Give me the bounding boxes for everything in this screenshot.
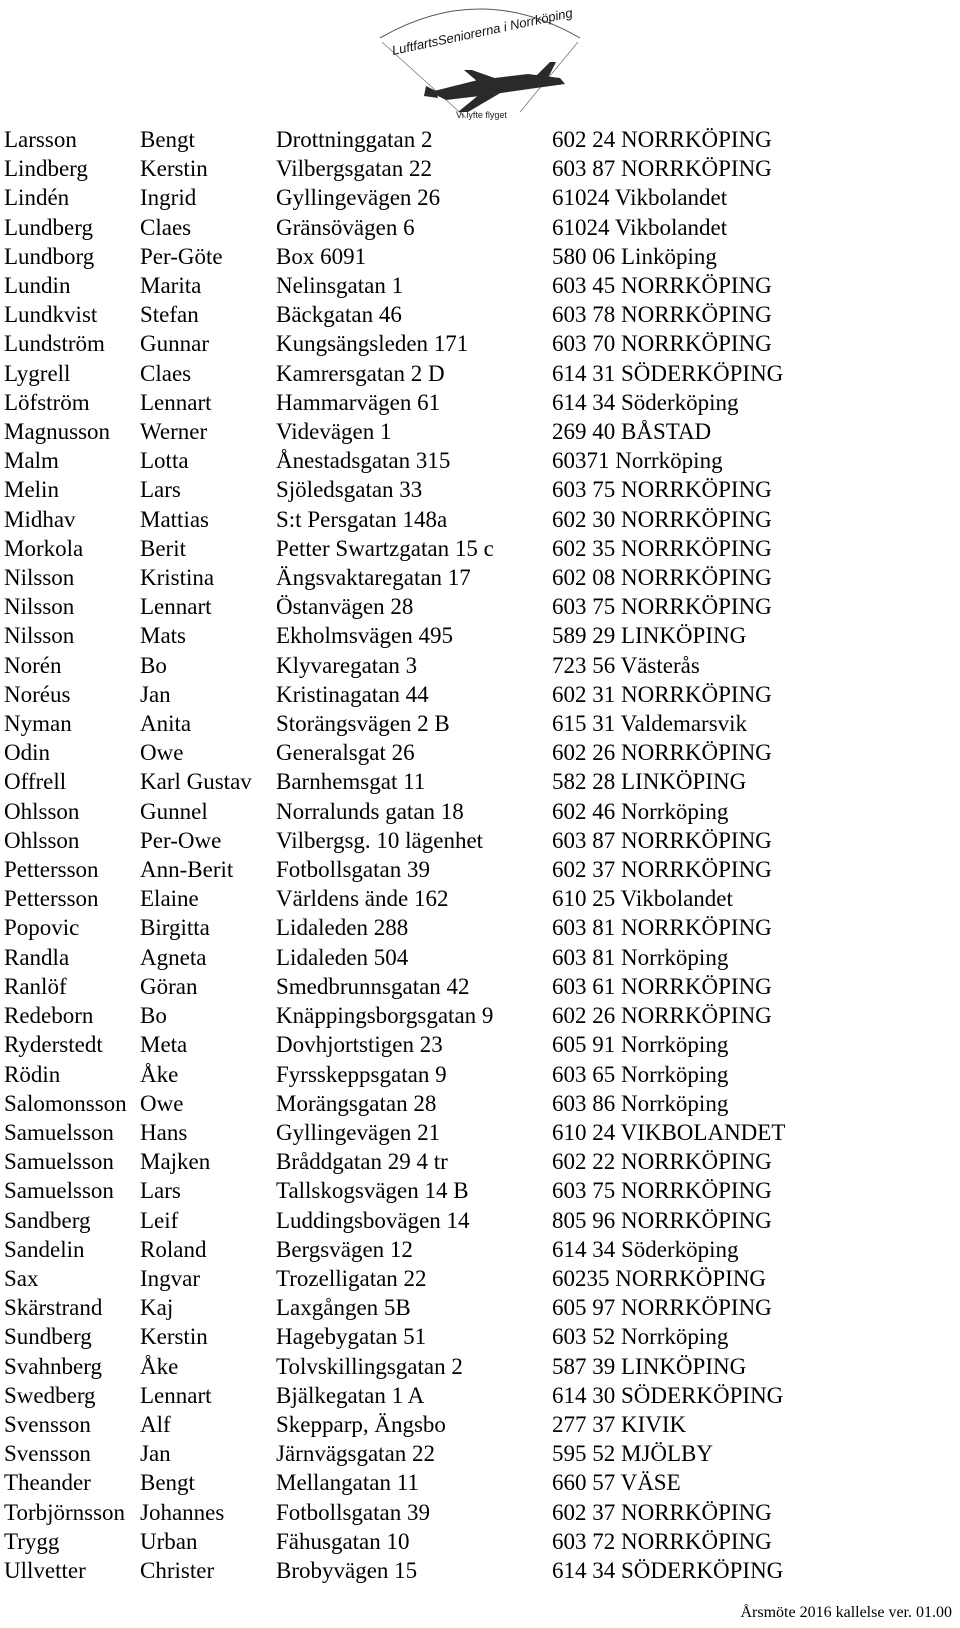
address-cell: Fähusgatan 10 [276, 1528, 410, 1554]
table-row [4, 1322, 952, 1351]
first-name-cell: Owe [140, 1090, 184, 1116]
table-row [4, 1527, 952, 1556]
first-name-cell: Åke [140, 1353, 179, 1379]
first-name-cell: Kristina [140, 565, 215, 591]
postal-city-cell: 614 34 Söderköping [552, 1236, 739, 1262]
first-name-cell: Claes [140, 214, 192, 240]
address-cell: Gyllingevägen 26 [276, 185, 441, 211]
last-name-cell: Noréus [4, 681, 71, 707]
last-name-cell: Lundin [4, 273, 71, 299]
last-name-cell: Lundborg [4, 243, 95, 269]
last-name-cell: Morkola [4, 535, 84, 561]
table-row [4, 1147, 952, 1176]
first-name-cell: Lennart [140, 1382, 212, 1408]
first-name-cell: Lars [140, 477, 181, 503]
last-name-cell: Sax [4, 1265, 39, 1291]
first-name-cell: Karl Gustav [140, 769, 252, 795]
address-cell: Ånestadsgatan 315 [276, 448, 451, 474]
table-row [4, 797, 952, 826]
first-name-cell: Lennart [140, 389, 212, 415]
footer-version: Årsmöte 2016 kallelse ver. 01.00 [740, 1604, 952, 1621]
address-cell: Mellangatan 11 [276, 1470, 419, 1496]
table-row [4, 1410, 952, 1439]
postal-city-cell: 602 37 NORRKÖPING [552, 857, 772, 883]
first-name-cell: Lennart [140, 594, 212, 620]
table-row [4, 242, 952, 271]
last-name-cell: Lundkvist [4, 302, 98, 328]
address-cell: Vilbergsg. 10 lägenhet [276, 827, 484, 853]
address-cell: Sjöledsgatan 33 [276, 477, 423, 503]
postal-city-cell: 277 37 KIVIK [552, 1411, 687, 1437]
postal-city-cell: 602 26 NORRKÖPING [552, 740, 772, 766]
table-row [4, 1439, 952, 1468]
first-name-cell: Berit [140, 535, 186, 561]
table-row [4, 855, 952, 884]
address-cell: Barnhemsgat 11 [276, 769, 426, 795]
address-cell: Drottninggatan 2 [276, 127, 433, 152]
table-row [4, 1468, 952, 1497]
last-name-cell: Magnusson [4, 419, 111, 445]
table-row [4, 505, 952, 534]
table-row [4, 1030, 952, 1059]
first-name-cell: Bo [140, 652, 167, 678]
address-cell: Skepparp, Ängsbo [276, 1411, 446, 1437]
postal-city-cell: 603 87 NORRKÖPING [552, 156, 772, 182]
table-row [4, 592, 952, 621]
first-name-cell: Marita [140, 273, 202, 299]
table-row [4, 738, 952, 767]
last-name-cell: Skärstrand [4, 1295, 103, 1321]
last-name-cell: Ryderstedt [4, 1032, 103, 1058]
last-name-cell: Ullvetter [4, 1557, 86, 1583]
table-row [4, 329, 952, 358]
first-name-cell: Gunnar [140, 331, 209, 357]
address-cell: Luddingsbovägen 14 [276, 1207, 470, 1233]
postal-city-cell: 582 28 LINKÖPING [552, 769, 747, 795]
first-name-cell: Kaj [140, 1295, 174, 1321]
address-cell: Bjälkegatan 1 A [276, 1382, 425, 1408]
table-row [4, 680, 952, 709]
address-cell: Östanvägen 28 [276, 594, 414, 620]
first-name-cell: Gunnel [140, 798, 208, 824]
member-table [4, 125, 952, 1585]
address-cell: Gränsövägen 6 [276, 214, 415, 240]
first-name-cell: Jan [140, 1441, 171, 1467]
first-name-cell: Werner [140, 419, 208, 445]
address-cell: Gyllingevägen 21 [276, 1119, 441, 1145]
table-row [4, 1498, 952, 1527]
first-name-cell: Ingvar [140, 1265, 201, 1291]
address-cell: S:t Persgatan 148a [276, 506, 448, 532]
postal-city-cell: 614 30 SÖDERKÖPING [552, 1382, 784, 1408]
address-cell: Norralunds gatan 18 [276, 798, 464, 824]
first-name-cell: Jan [140, 681, 171, 707]
last-name-cell: Samuelsson [4, 1119, 114, 1145]
address-cell: Hagebygatan 51 [276, 1324, 427, 1350]
address-cell: Fotbollsgatan 39 [276, 857, 430, 883]
first-name-cell: Åke [140, 1061, 179, 1087]
address-cell: Järnvägsgatan 22 [276, 1441, 436, 1467]
postal-city-cell: 602 35 NORRKÖPING [552, 535, 772, 561]
address-cell: Smedbrunnsgatan 42 [276, 973, 470, 999]
last-name-cell: Ohlsson [4, 827, 80, 853]
table-row [4, 709, 952, 738]
address-cell: Nelinsgatan 1 [276, 273, 404, 299]
address-cell: Klyvaregatan 3 [276, 652, 418, 678]
table-row [4, 1556, 952, 1585]
postal-city-cell: 614 34 SÖDERKÖPING [552, 1557, 784, 1583]
last-name-cell: Randla [4, 944, 70, 970]
table-row [4, 913, 952, 942]
last-name-cell: Lygrell [4, 360, 71, 386]
table-row [4, 943, 952, 972]
last-name-cell: Offrell [4, 769, 67, 795]
first-name-cell: Göran [140, 973, 198, 999]
last-name-cell: Löfström [4, 389, 90, 415]
postal-city-cell: 603 72 NORRKÖPING [552, 1528, 772, 1554]
first-name-cell: Hans [140, 1119, 188, 1145]
postal-city-cell: 603 81 NORRKÖPING [552, 915, 772, 941]
table-row [4, 359, 952, 388]
address-cell: Dovhjortstigen 23 [276, 1032, 443, 1058]
postal-city-cell: 602 26 NORRKÖPING [552, 1003, 772, 1029]
first-name-cell: Kerstin [140, 156, 208, 182]
postal-city-cell: 60235 NORRKÖPING [552, 1265, 767, 1291]
postal-city-cell: 580 06 Linköping [552, 243, 717, 269]
address-cell: Storängsvägen 2 B [276, 711, 450, 737]
address-cell: Laxgången 5B [276, 1295, 411, 1321]
last-name-cell: Pettersson [4, 857, 99, 883]
address-cell: Lidaleden 288 [276, 915, 409, 941]
address-cell: Världens ände 162 [276, 886, 449, 912]
postal-city-cell: 603 78 NORRKÖPING [552, 302, 772, 328]
last-name-cell: Pettersson [4, 886, 99, 912]
last-name-cell: Torbjörnsson [4, 1499, 126, 1525]
postal-city-cell: 610 24 VIKBOLANDET [552, 1119, 786, 1145]
first-name-cell: Stefan [140, 302, 199, 328]
last-name-cell: Sandelin [4, 1236, 85, 1262]
first-name-cell: Birgitta [140, 915, 210, 941]
last-name-cell: Lundberg [4, 214, 94, 240]
postal-city-cell: 603 81 Norrköping [552, 944, 729, 970]
postal-city-cell: 723 56 Västerås [552, 652, 700, 678]
table-row [4, 1293, 952, 1322]
first-name-cell: Claes [140, 360, 192, 386]
first-name-cell: Mats [140, 623, 186, 649]
table-row [4, 534, 952, 563]
postal-city-cell: 614 34 Söderköping [552, 389, 739, 415]
last-name-cell: Svensson [4, 1441, 91, 1467]
last-name-cell: Norén [4, 652, 62, 678]
last-name-cell: Theander [4, 1470, 91, 1496]
postal-city-cell: 269 40 BÅSTAD [552, 419, 712, 445]
postal-city-cell: 602 22 NORRKÖPING [552, 1149, 772, 1175]
last-name-cell: Lundström [4, 331, 105, 357]
table-row [4, 183, 952, 212]
postal-city-cell: 615 31 Valdemarsvik [552, 711, 748, 737]
last-name-cell: Nyman [4, 711, 72, 737]
table-row [4, 475, 952, 504]
address-cell: Kungsängsleden 171 [276, 331, 469, 357]
address-cell: Hammarvägen 61 [276, 389, 441, 415]
logo-title: LuftfartsSeniorerna i Norrköping [390, 5, 574, 58]
last-name-cell: Svensson [4, 1411, 91, 1437]
postal-city-cell: 610 25 Vikbolandet [552, 886, 733, 912]
first-name-cell: Johannes [140, 1499, 225, 1525]
postal-city-cell: 603 75 NORRKÖPING [552, 1178, 772, 1204]
table-row [4, 1381, 952, 1410]
last-name-cell: Popovic [4, 915, 80, 941]
first-name-cell: Mattias [140, 506, 209, 532]
address-cell: Knäppingsborgsgatan 9 [276, 1003, 494, 1029]
last-name-cell: Nilsson [4, 623, 75, 649]
table-row [4, 1176, 952, 1205]
last-name-cell: Odin [4, 740, 50, 766]
last-name-cell: Sundberg [4, 1324, 92, 1350]
table-row [4, 300, 952, 329]
postal-city-cell: 603 87 NORRKÖPING [552, 827, 772, 853]
last-name-cell: Samuelsson [4, 1178, 114, 1204]
last-name-cell: Malm [4, 448, 59, 474]
first-name-cell: Bengt [140, 127, 195, 152]
postal-city-cell: 602 24 NORRKÖPING [552, 127, 772, 152]
address-cell: Brobyvägen 15 [276, 1557, 418, 1583]
first-name-cell: Bengt [140, 1470, 195, 1496]
first-name-cell: Christer [140, 1557, 215, 1583]
address-cell: Trozelligatan 22 [276, 1265, 427, 1291]
address-cell: Fyrsskeppsgatan 9 [276, 1061, 447, 1087]
postal-city-cell: 602 31 NORRKÖPING [552, 681, 772, 707]
last-name-cell: Lindberg [4, 156, 88, 182]
postal-city-cell: 595 52 MJÖLBY [552, 1441, 714, 1467]
address-cell: Lidaleden 504 [276, 944, 409, 970]
address-cell: Kamrersgatan 2 D [276, 360, 445, 386]
table-row [4, 826, 952, 855]
first-name-cell: Anita [140, 711, 192, 737]
last-name-cell: Larsson [4, 127, 77, 152]
last-name-cell: Midhav [4, 506, 76, 532]
last-name-cell: Svahnberg [4, 1353, 102, 1379]
first-name-cell: Kerstin [140, 1324, 208, 1350]
first-name-cell: Elaine [140, 886, 199, 912]
first-name-cell: Ann-Berit [140, 857, 234, 883]
address-cell: Videvägen 1 [276, 419, 392, 445]
postal-city-cell: 589 29 LINKÖPING [552, 623, 747, 649]
postal-city-cell: 805 96 NORRKÖPING [552, 1207, 772, 1233]
first-name-cell: Lotta [140, 448, 189, 474]
first-name-cell: Leif [140, 1207, 179, 1233]
address-cell: Bäckgatan 46 [276, 302, 402, 328]
first-name-cell: Per-Owe [140, 827, 222, 853]
address-cell: Fotbollsgatan 39 [276, 1499, 430, 1525]
postal-city-cell: 605 91 Norrköping [552, 1032, 729, 1058]
last-name-cell: Rödin [4, 1061, 61, 1087]
postal-city-cell: 602 08 NORRKÖPING [552, 565, 772, 591]
last-name-cell: Nilsson [4, 594, 75, 620]
first-name-cell: Per-Göte [140, 243, 223, 269]
table-row [4, 972, 952, 1001]
first-name-cell: Urban [140, 1528, 198, 1554]
first-name-cell: Roland [140, 1236, 207, 1262]
table-row [4, 1206, 952, 1235]
table-row [4, 1001, 952, 1030]
postal-city-cell: 60371 Norrköping [552, 448, 723, 474]
postal-city-cell: 602 37 NORRKÖPING [552, 1499, 772, 1525]
address-cell: Ekholmsvägen 495 [276, 623, 453, 649]
last-name-cell: Ohlsson [4, 798, 80, 824]
table-row [4, 884, 952, 913]
last-name-cell: Sandberg [4, 1207, 91, 1233]
address-cell: Vilbergsgatan 22 [276, 156, 432, 182]
address-cell: Tallskogsvägen 14 B [276, 1178, 469, 1204]
postal-city-cell: 602 30 NORRKÖPING [552, 506, 772, 532]
postal-city-cell: 603 65 Norrköping [552, 1061, 729, 1087]
last-name-cell: Redeborn [4, 1003, 94, 1029]
first-name-cell: Lars [140, 1178, 181, 1204]
first-name-cell: Meta [140, 1032, 188, 1058]
postal-city-cell: 603 45 NORRKÖPING [552, 273, 772, 299]
table-row [4, 154, 952, 183]
postal-city-cell: 603 70 NORRKÖPING [552, 331, 772, 357]
last-name-cell: Nilsson [4, 565, 75, 591]
last-name-cell: Samuelsson [4, 1149, 114, 1175]
postal-city-cell: 602 46 Norrköping [552, 798, 729, 824]
first-name-cell: Owe [140, 740, 184, 766]
last-name-cell: Swedberg [4, 1382, 96, 1408]
logo-tagline: Vi lyfte flyget [456, 110, 507, 120]
table-row [4, 767, 952, 796]
logo [360, 0, 600, 125]
postal-city-cell: 61024 Vikbolandet [552, 214, 728, 240]
table-row [4, 1264, 952, 1293]
table-row [4, 213, 952, 242]
first-name-cell: Alf [140, 1411, 171, 1437]
postal-city-cell: 614 31 SÖDERKÖPING [552, 360, 784, 386]
first-name-cell: Majken [140, 1149, 211, 1175]
postal-city-cell: 603 61 NORRKÖPING [552, 973, 772, 999]
first-name-cell: Bo [140, 1003, 167, 1029]
postal-city-cell: 660 57 VÄSE [552, 1470, 681, 1496]
address-cell: Tolvskillingsgatan 2 [276, 1353, 463, 1379]
table-row [4, 563, 952, 592]
table-row [4, 125, 952, 154]
postal-city-cell: 603 52 Norrköping [552, 1324, 729, 1350]
table-row [4, 446, 952, 475]
address-cell: Morängsgatan 28 [276, 1090, 437, 1116]
table-row [4, 1118, 952, 1147]
address-cell: Bergsvägen 12 [276, 1236, 413, 1262]
postal-city-cell: 605 97 NORRKÖPING [552, 1295, 772, 1321]
last-name-cell: Melin [4, 477, 59, 503]
first-name-cell: Agneta [140, 944, 207, 970]
address-cell: Generalsgat 26 [276, 740, 415, 766]
first-name-cell: Ingrid [140, 185, 197, 211]
postal-city-cell: 603 75 NORRKÖPING [552, 594, 772, 620]
table-row [4, 1089, 952, 1118]
table-row [4, 1060, 952, 1089]
postal-city-cell: 587 39 LINKÖPING [552, 1353, 747, 1379]
last-name-cell: Ranlöf [4, 973, 67, 999]
postal-city-cell: 603 75 NORRKÖPING [552, 477, 772, 503]
address-cell: Ängsvaktaregatan 17 [276, 565, 471, 591]
address-cell: Bråddgatan 29 4 tr [276, 1149, 448, 1175]
last-name-cell: Lindén [4, 185, 70, 211]
table-row [4, 388, 952, 417]
table-row [4, 621, 952, 650]
table-row [4, 417, 952, 446]
last-name-cell: Salomonsson [4, 1090, 127, 1116]
address-cell: Kristinagatan 44 [276, 681, 429, 707]
postal-city-cell: 61024 Vikbolandet [552, 185, 728, 211]
address-cell: Petter Swartzgatan 15 c [276, 535, 494, 561]
last-name-cell: Trygg [4, 1528, 60, 1554]
address-cell: Box 6091 [276, 243, 367, 269]
table-row [4, 271, 952, 300]
postal-city-cell: 603 86 Norrköping [552, 1090, 729, 1116]
table-row [4, 651, 952, 680]
table-row [4, 1235, 952, 1264]
table-row [4, 1352, 952, 1381]
